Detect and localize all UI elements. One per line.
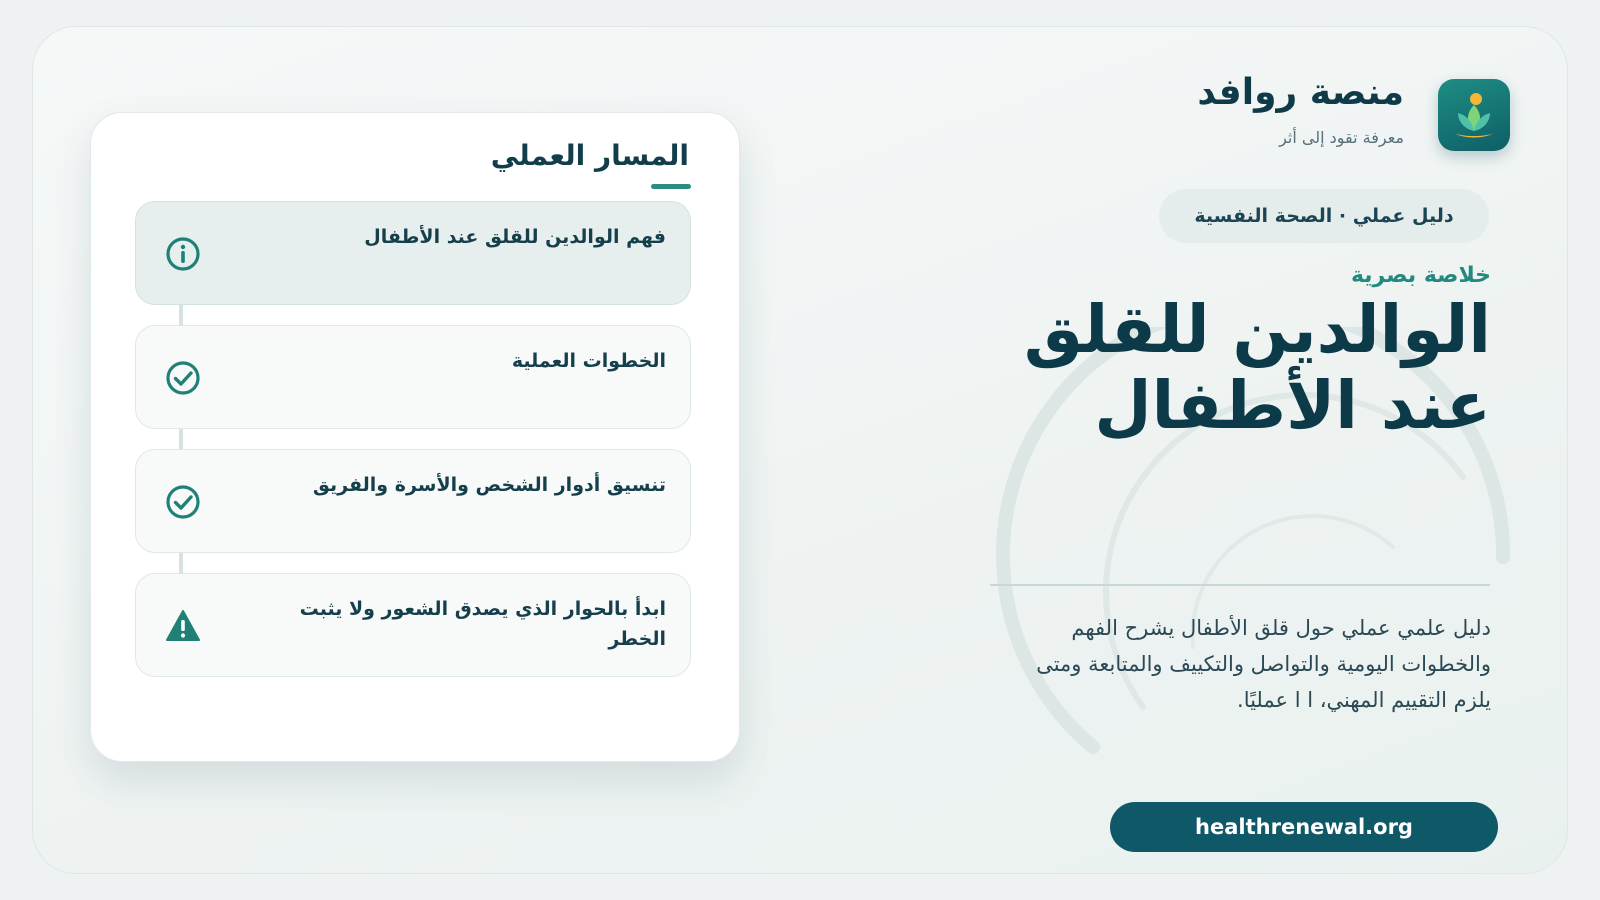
panel-title: المسار العملي [490,139,689,172]
check-circle-icon [164,483,202,521]
step-label: الخطوات العملية [511,350,666,372]
step-label: فهم الوالدين للقلق عند الأطفال [364,226,666,248]
step-card-understanding[interactable] [135,201,691,305]
category-badge: دليل عملي · الصحة النفسية [1159,189,1489,243]
brand-tagline: معرفة تقود إلى أثر [1279,128,1404,147]
step-label: تنسيق أدوار الشخص والأسرة والفريق [312,474,666,496]
headline-line-1: الوالدين للقلق [1023,291,1491,368]
step-label: ابدأ بالحوار الذي يصدق الشعور ولا يثبت الخطر [299,598,666,650]
brand-logo [1438,79,1510,151]
step-connector [179,551,183,575]
step-connector [179,427,183,451]
title-underline [651,184,691,189]
headline-line-2: عند الأطفال [1094,367,1491,444]
step-card-roles-coordination[interactable] [135,449,691,553]
website-link-button[interactable]: healthrenewal.org [1110,802,1498,852]
lotus-logo-icon [1438,79,1510,151]
step-connector [179,303,183,327]
headline [971,292,1491,444]
check-circle-icon [164,359,202,397]
info-icon [164,235,202,273]
warning-icon [164,607,202,645]
brand-name: منصة روافد [1197,72,1404,113]
step-card-dialogue[interactable] [135,573,691,677]
practical-path-panel [90,112,740,762]
step-card-practical-steps[interactable] [135,325,691,429]
eyebrow-label: خلاصة بصرية [1350,263,1491,288]
summary-text: دليل علمي عملي حول قلق الأطفال يشرح الفهم والخطوات اليومية والتواصل والتكييف والمتابعة ومتى يلزم التقييم المهني، ا ا عمليًا. [1036,616,1491,712]
divider [990,584,1490,586]
